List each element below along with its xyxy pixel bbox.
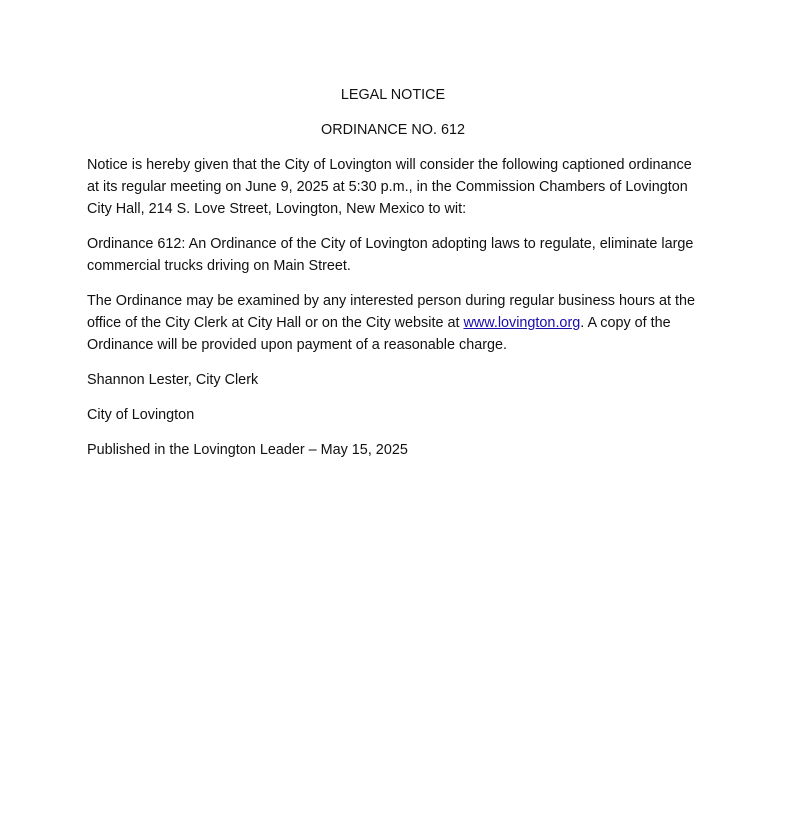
notice-intro-paragraph: Notice is hereby given that the City of Lovington will consider the following captioned ordinance at its regular meeting on June 9, 2025 at 5:30 p.m., in the Commission Chambers of Lovington City Hall, 214 S. Love Street, Lovington, New Mexico to wit:	[87, 157, 692, 217]
ordinance-description-paragraph: Ordinance 612: An Ordinance of the City of Lovington adopting laws to regulate, eliminate large commercial trucks driving on Main Street.	[87, 236, 694, 274]
examination-text-before-link: The Ordinance may be examined by any interested person during regular business hours at the office of the City Clerk at City Hall or on the City website at	[87, 293, 695, 331]
ordinance-number: ORDINANCE NO. 612	[321, 122, 465, 138]
examination-text-after-link: . A copy of the Ordinance will be provided upon payment of a reasonable charge.	[87, 315, 671, 353]
publication-line: Published in the Lovington Leader – May 15, 2025	[87, 442, 408, 458]
legal-notice-body	[87, 84, 699, 474]
examination-paragraph	[87, 290, 699, 356]
website-link[interactable]: www.lovington.org	[463, 315, 581, 331]
organization-line: City of Lovington	[87, 407, 195, 423]
notice-heading: LEGAL NOTICE	[340, 87, 446, 103]
signer-line: Shannon Lester, City Clerk	[87, 372, 259, 388]
